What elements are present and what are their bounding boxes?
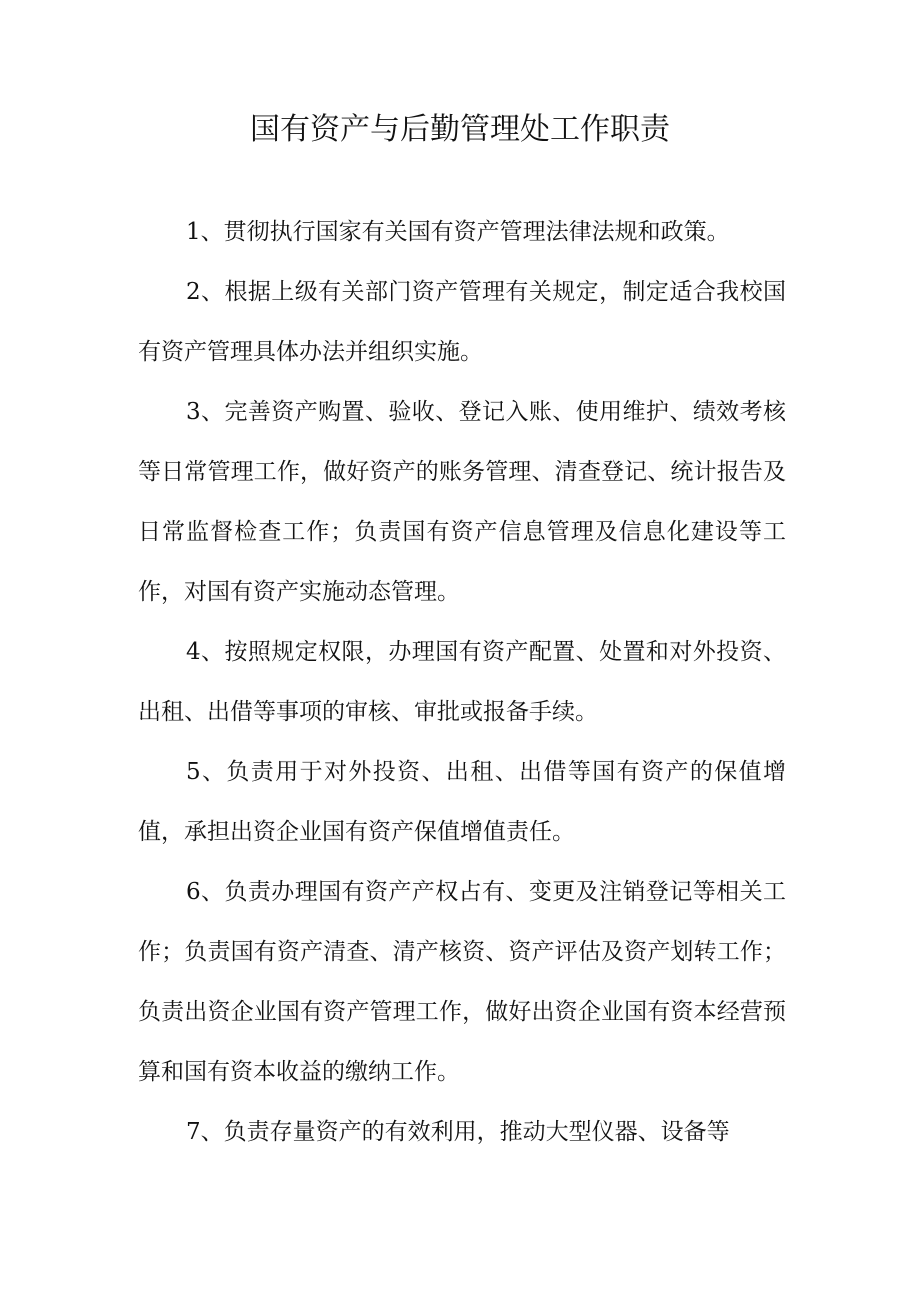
document-title: 国有资产与后勤管理处工作职责: [250, 112, 670, 147]
paragraph-5: 5、负责用于对外投资、出租、出借等国有资产的保值增值，承担出资企业国有资产保值增值责任。: [138, 759, 786, 845]
paragraph-7: 7、负责存量资产的有效利用，推动大型仪器、设备等: [186, 1119, 730, 1145]
paragraph-1: 1、贯彻执行国家有关国有资产管理法律法规和政策。: [186, 219, 730, 245]
paragraph-3: 3、完善资产购置、验收、登记入账、使用维护、绩效考核等日常管理工作，做好资产的账务管理、清查登记、统计报告及日常监督检查工作；负责国有资产信息管理及信息化建设等工作，对国有资产实施动态管理。: [138, 399, 786, 605]
paragraph-2: 2、根据上级有关部门资产管理有关规定，制定适合我校国有资产管理具体办法并组织实施。: [138, 279, 786, 365]
paragraph-6: 6、负责办理国有资产产权占有、变更及注销登记等相关工作；负责国有资产清查、清产核资、资产评估及资产划转工作；负责出资企业国有资产管理工作，做好出资企业国有资本经营预算和国有资本收益的缴纳工作。: [138, 879, 786, 1085]
document-body: [138, 202, 786, 1162]
paragraph-4: 4、按照规定权限，办理国有资产配置、处置和对外投资、出租、出借等事项的审核、审批或报备手续。: [138, 639, 786, 725]
